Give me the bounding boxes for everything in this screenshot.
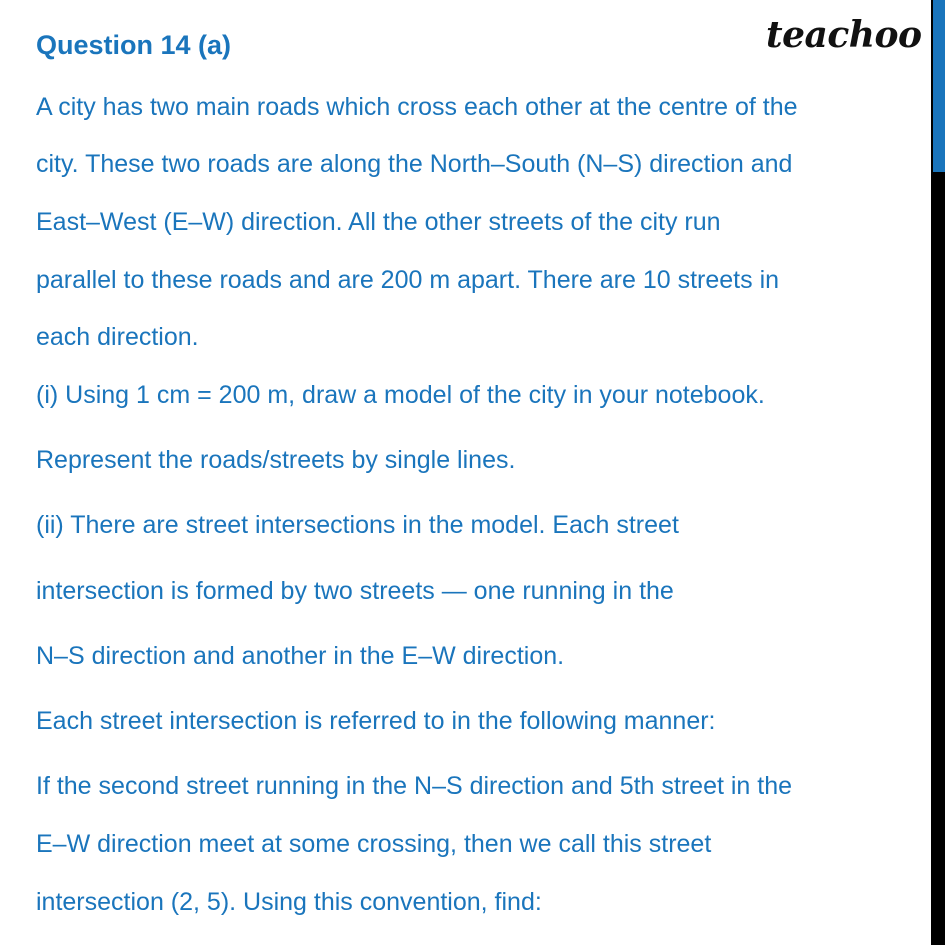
convention-line-3: E–W direction meet at some crossing, then we call this street (36, 830, 712, 858)
body-line-3: East–West (E–W) direction. All the other streets of the city run (36, 208, 721, 236)
part-ii-line-2: intersection is formed by two streets — one running in the (36, 577, 674, 605)
part-i-line-1: (i) Using 1 cm = 200 m, draw a model of the city in your notebook. (36, 381, 765, 409)
convention-line-4: intersection (2, 5). Using this convention, find: (36, 888, 542, 916)
body-line-4: parallel to these roads and are 200 m apart. There are 10 streets in (36, 266, 780, 294)
question-title: Question 14 (a) (36, 30, 232, 60)
scrollbar[interactable] (931, 0, 945, 945)
body-line-5: each direction. (36, 323, 199, 351)
teachoo-logo: teachoo (766, 14, 922, 56)
part-ii-line-1: (ii) There are street intersections in the model. Each street (36, 511, 679, 539)
part-i-line-2: Represent the roads/streets by single lines. (36, 446, 516, 474)
scrollbar-thumb[interactable] (933, 0, 945, 172)
part-ii-line-3: N–S direction and another in the E–W direction. (36, 642, 565, 670)
body-line-1: A city has two main roads which cross each other at the centre of the (36, 93, 798, 121)
convention-line-2: If the second street running in the N–S direction and 5th street in the (36, 772, 793, 800)
body-line-2: city. These two roads are along the North–South (N–S) direction and (36, 150, 793, 178)
convention-line-1: Each street intersection is referred to in the following manner: (36, 707, 716, 735)
